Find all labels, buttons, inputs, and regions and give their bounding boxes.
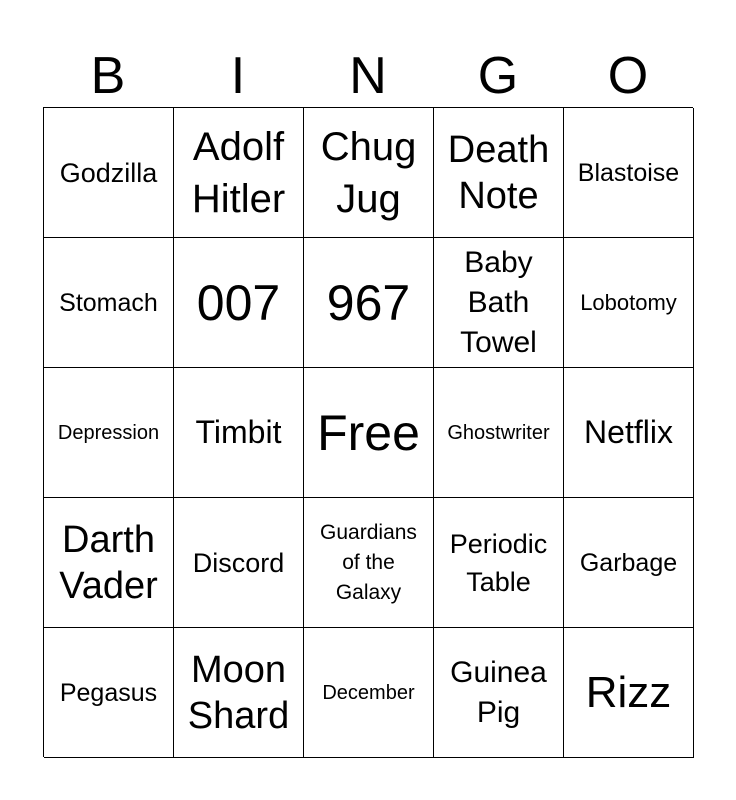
header-letter-o: O bbox=[607, 47, 649, 105]
cell-label: Depression bbox=[57, 421, 160, 444]
bingo-cell-r5c2[interactable] bbox=[174, 628, 304, 758]
bingo-cell-r5c5[interactable] bbox=[564, 628, 694, 758]
cell-label: Godzilla bbox=[59, 157, 158, 188]
bingo-board bbox=[43, 107, 693, 757]
cell-label: Guardians of the Galaxy bbox=[320, 520, 417, 604]
cell-label: Moon Shard bbox=[187, 648, 290, 737]
cell-label: Adolf Hitler bbox=[191, 124, 286, 221]
header-letter-i: I bbox=[230, 47, 246, 105]
cell-label: Baby Bath Towel bbox=[460, 245, 537, 359]
cell-label: December bbox=[322, 681, 415, 704]
cell-label: Stomach bbox=[59, 288, 158, 317]
cell-label: Blastoise bbox=[577, 158, 680, 187]
cell-label: Periodic Table bbox=[449, 528, 548, 597]
cell-label: Darth Vader bbox=[59, 518, 158, 607]
cell-label: 967 bbox=[326, 274, 411, 331]
cell-label: Discord bbox=[192, 547, 285, 578]
cell-label: Guinea Pig bbox=[450, 655, 547, 729]
cell-label: Netflix bbox=[584, 414, 673, 450]
cell-label: Lobotomy bbox=[580, 289, 677, 315]
bingo-cell-r4c2[interactable] bbox=[174, 498, 304, 628]
bingo-cell-r3c4[interactable] bbox=[434, 368, 564, 498]
bingo-header bbox=[43, 46, 693, 106]
cell-label: Chug Jug bbox=[320, 124, 417, 221]
header-letter-g: G bbox=[477, 47, 519, 105]
cell-label: Death Note bbox=[447, 128, 550, 217]
cell-label: Pegasus bbox=[59, 678, 158, 707]
cell-label: Rizz bbox=[585, 667, 672, 717]
bingo-cell-r3c3[interactable] bbox=[304, 368, 434, 498]
bingo-cell-r2c3[interactable] bbox=[304, 238, 434, 368]
bingo-cell-r2c5[interactable] bbox=[564, 238, 694, 368]
bingo-cell-r3c1[interactable] bbox=[44, 368, 174, 498]
header-letter-n: N bbox=[349, 47, 387, 105]
cell-label: Ghostwriter bbox=[447, 421, 550, 444]
bingo-cell-r1c2[interactable] bbox=[174, 108, 304, 238]
bingo-cell-r1c3[interactable] bbox=[304, 108, 434, 238]
bingo-cell-r1c4[interactable] bbox=[434, 108, 564, 238]
cell-label: 007 bbox=[196, 274, 281, 331]
cell-label: Garbage bbox=[579, 548, 678, 577]
bingo-cell-r4c5[interactable] bbox=[564, 498, 694, 628]
bingo-cell-r5c3[interactable] bbox=[304, 628, 434, 758]
bingo-cell-r4c3[interactable] bbox=[304, 498, 434, 628]
bingo-cell-r2c2[interactable] bbox=[174, 238, 304, 368]
bingo-cell-r5c4[interactable] bbox=[434, 628, 564, 758]
cell-label: Free bbox=[317, 404, 420, 461]
bingo-cell-r4c1[interactable] bbox=[44, 498, 174, 628]
bingo-cell-r4c4[interactable] bbox=[434, 498, 564, 628]
bingo-cell-r5c1[interactable] bbox=[44, 628, 174, 758]
bingo-cell-r1c5[interactable] bbox=[564, 108, 694, 238]
bingo-cell-r3c2[interactable] bbox=[174, 368, 304, 498]
bingo-cell-r3c5[interactable] bbox=[564, 368, 694, 498]
bingo-cell-r2c1[interactable] bbox=[44, 238, 174, 368]
bingo-cell-r1c1[interactable] bbox=[44, 108, 174, 238]
cell-label: Timbit bbox=[195, 414, 282, 450]
bingo-cell-r2c4[interactable] bbox=[434, 238, 564, 368]
header-letter-b: B bbox=[90, 47, 126, 105]
